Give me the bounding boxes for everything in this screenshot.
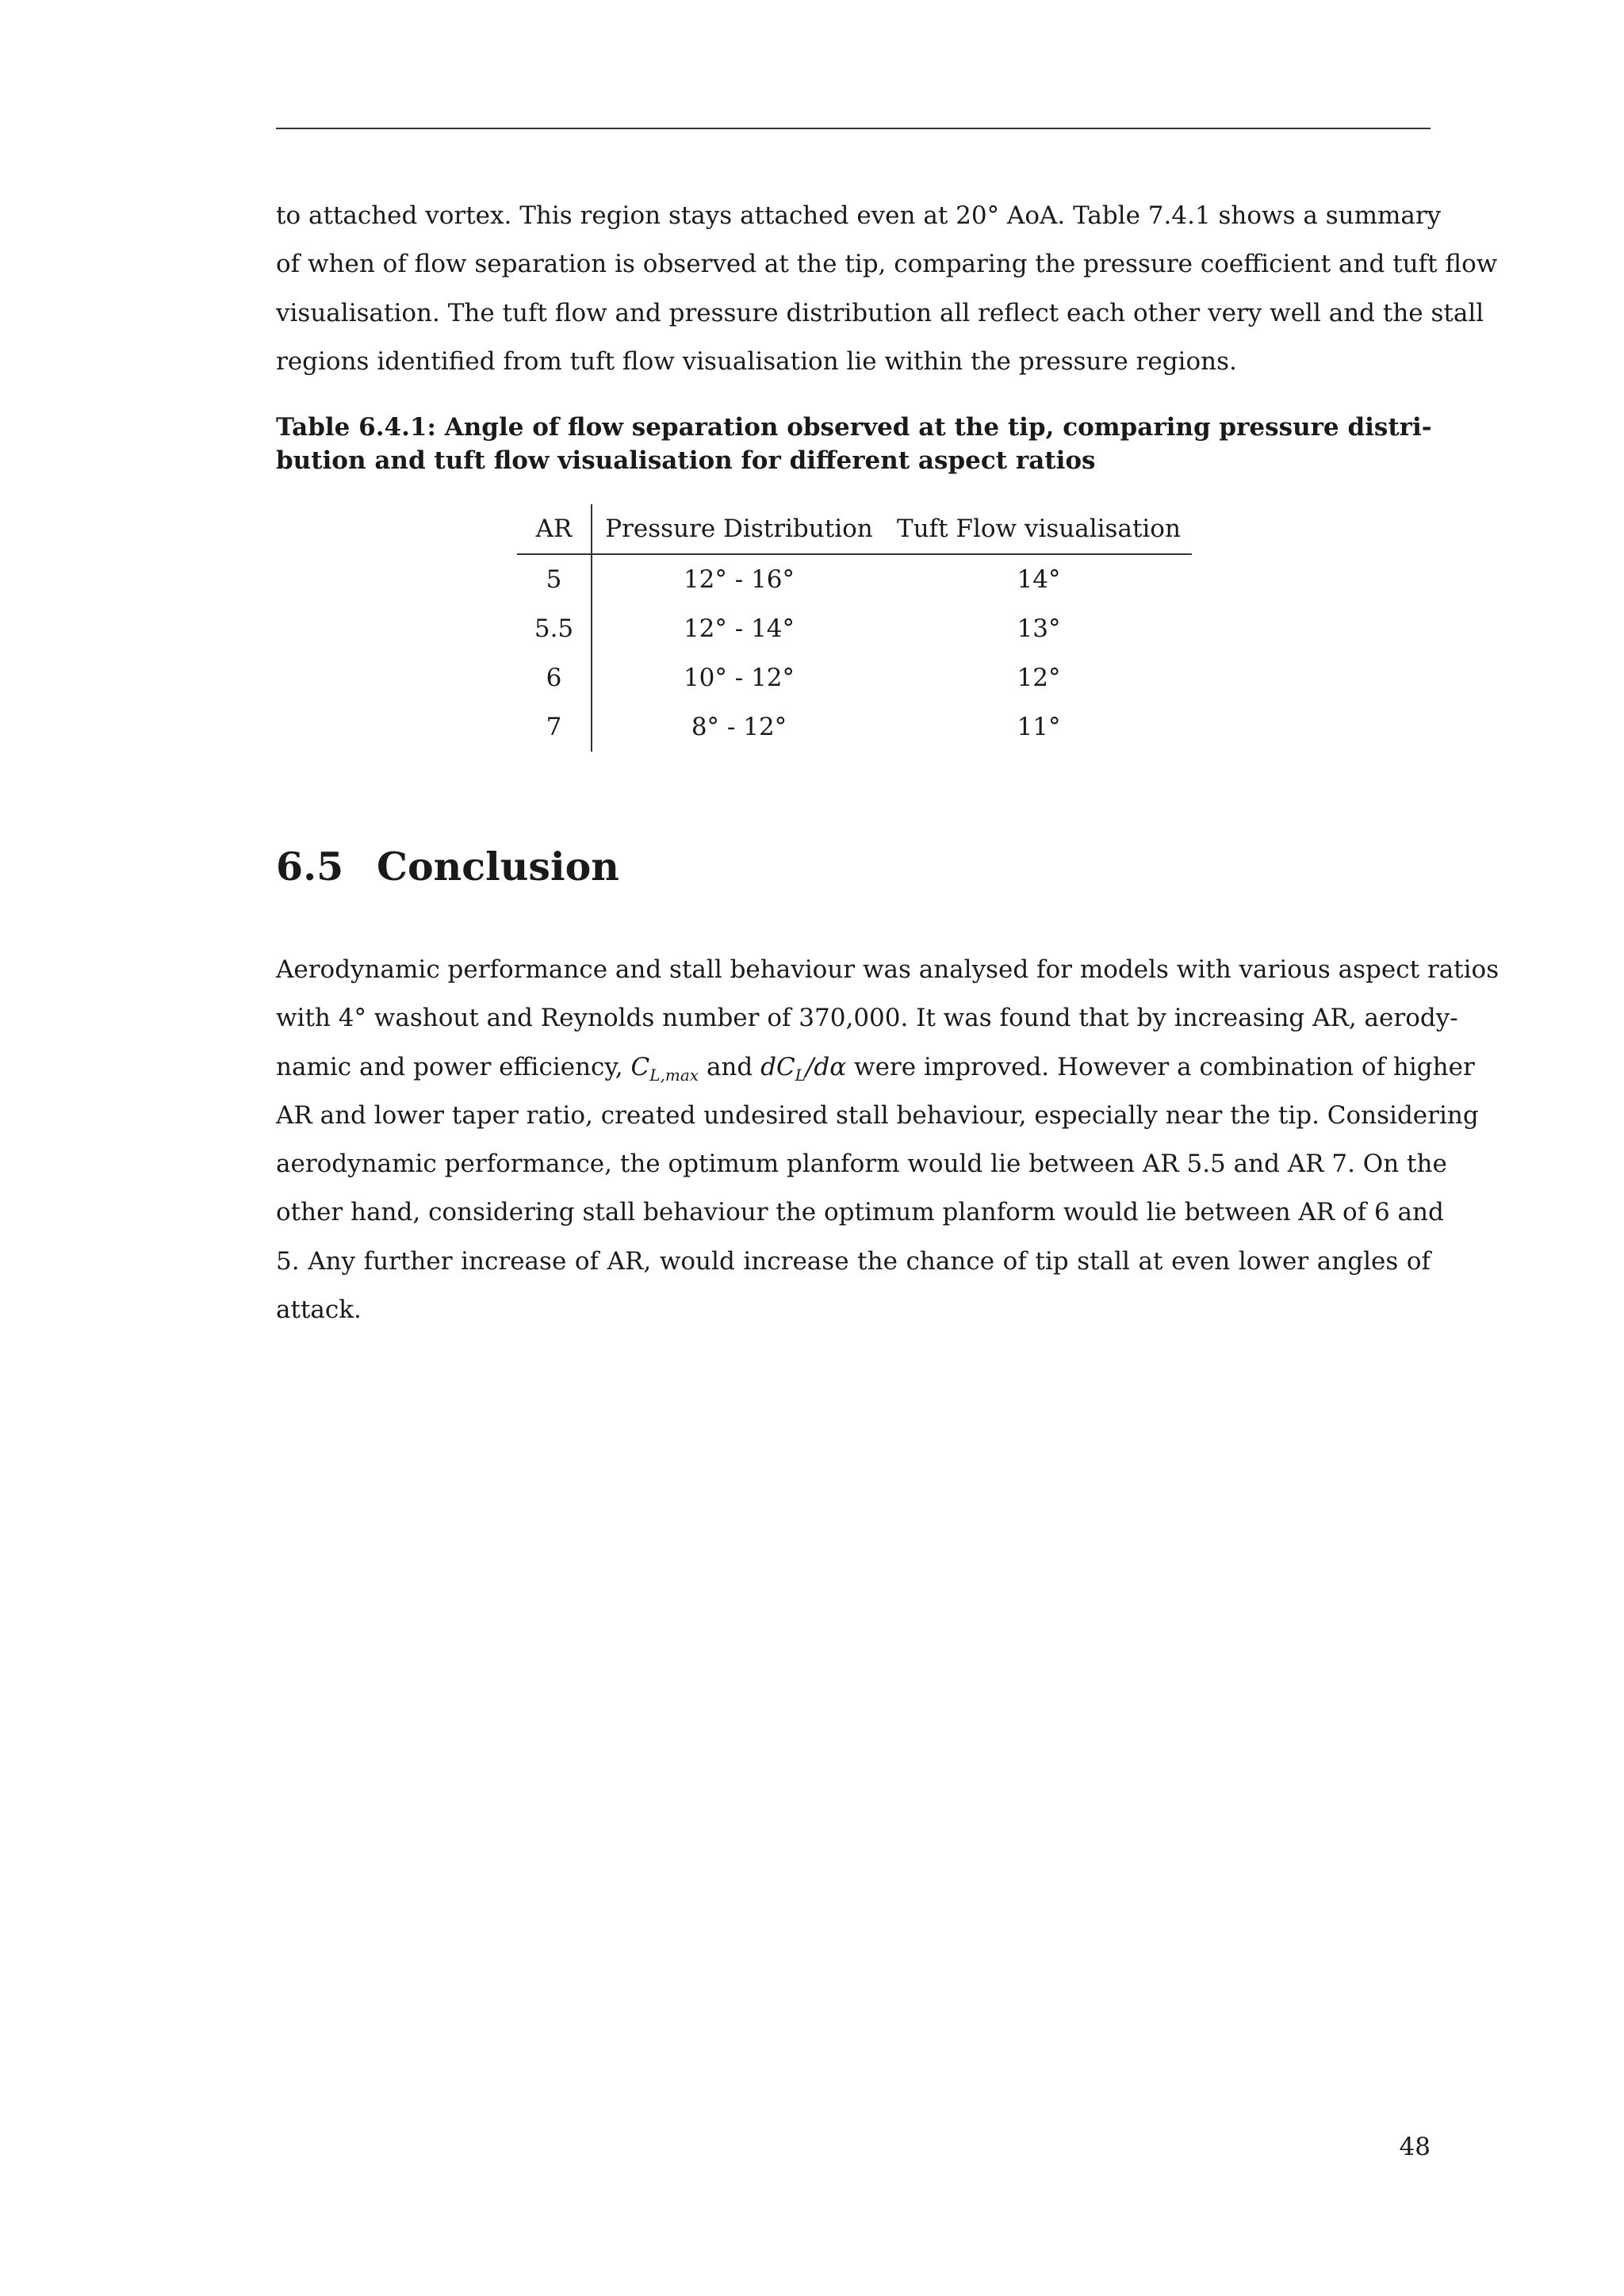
table-row — [517, 554, 1192, 604]
caption-line: bution and tuft flow visualisation for different aspect ratios — [276, 446, 1096, 475]
section-heading — [276, 843, 619, 890]
table-header-row — [517, 504, 1192, 554]
paragraph-line: other hand, considering stall behaviour the optimum planform would lie between AR of 6 and — [276, 1198, 1444, 1227]
body-paragraph — [276, 192, 1498, 386]
math-symbol: dC — [760, 1052, 795, 1081]
cell-tuft: 11° — [1017, 713, 1061, 741]
paragraph-line: to attached vortex. This region stays attached even at 20° AoA. Table 7.4.1 shows a summary — [276, 201, 1442, 230]
paragraph-line: regions identified from tuft flow visualisation lie within the pressure regions. — [276, 346, 1237, 376]
column-header-ar: AR — [517, 504, 592, 554]
caption-line: Table 6.4.1: Angle of flow separation observed at the tip, comparing pressure distri- — [276, 413, 1432, 442]
table-row — [517, 604, 1192, 653]
cell-ar: 5.5 — [517, 604, 592, 653]
table-caption — [276, 411, 1431, 477]
cell-pressure: 12° - 16° — [683, 565, 795, 594]
cell-ar: 5 — [517, 554, 592, 604]
text-span: and — [706, 1052, 753, 1081]
cell-pressure: 12° - 14° — [683, 614, 795, 643]
math-symbol: C — [630, 1052, 650, 1081]
cell-pressure: 8° - 12° — [691, 713, 787, 741]
table-row — [517, 653, 1192, 702]
header-rule — [276, 128, 1431, 129]
cell-tuft: 12° — [1017, 664, 1061, 692]
text-span: were improved. However a combination of higher — [854, 1052, 1475, 1081]
math-symbol: /dα — [805, 1052, 847, 1081]
math-dcl-dalpha — [760, 1052, 847, 1085]
math-cl-max — [630, 1052, 699, 1085]
paragraph-line: 5. Any further increase of AR, would increase the chance of tip stall at even lower angles of — [276, 1246, 1431, 1276]
cell-ar: 6 — [517, 653, 592, 702]
paragraph-line: of when of flow separation is observed at the tip, comparing the pressure coefficient and tuft flow — [276, 250, 1498, 279]
paragraph-line: with 4° washout and Reynolds number of 370,000. It was found that by increasing AR, aerody- — [276, 1004, 1458, 1033]
section-number: 6.5 — [276, 844, 344, 890]
conclusion-paragraph — [276, 946, 1500, 1334]
paragraph-line: attack. — [276, 1295, 362, 1325]
paragraph-line: Aerodynamic performance and stall behaviour was analysed for models with various aspect ratios — [276, 955, 1500, 984]
paragraph-line: visualisation. The tuft flow and pressure distribution all reflect each other very well and the stall — [276, 298, 1484, 327]
data-table — [517, 504, 1192, 752]
math-subscript: L,max — [649, 1065, 699, 1085]
section-title: Conclusion — [377, 844, 619, 890]
text-span: namic and power efficiency, — [276, 1052, 623, 1081]
cell-tuft: 13° — [1017, 614, 1061, 643]
paragraph-line: AR and lower taper ratio, created undesired stall behaviour, especially near the tip. Considering — [276, 1100, 1479, 1130]
page-number: 48 — [1399, 2133, 1431, 2161]
cell-tuft: 14° — [1017, 565, 1061, 594]
paragraph-line: aerodynamic performance, the optimum planform would lie between AR 5.5 and AR 7. On the — [276, 1150, 1447, 1179]
column-header-pressure-distribution: Pressure Distribution — [592, 504, 886, 554]
cell-pressure: 10° - 12° — [683, 664, 795, 692]
cell-ar: 7 — [517, 702, 592, 752]
table-row — [517, 702, 1192, 752]
paragraph-line-with-math — [276, 1043, 1475, 1092]
math-subscript: L — [795, 1065, 806, 1085]
column-header-tuft-flow: Tuft Flow visualisation — [886, 504, 1192, 554]
